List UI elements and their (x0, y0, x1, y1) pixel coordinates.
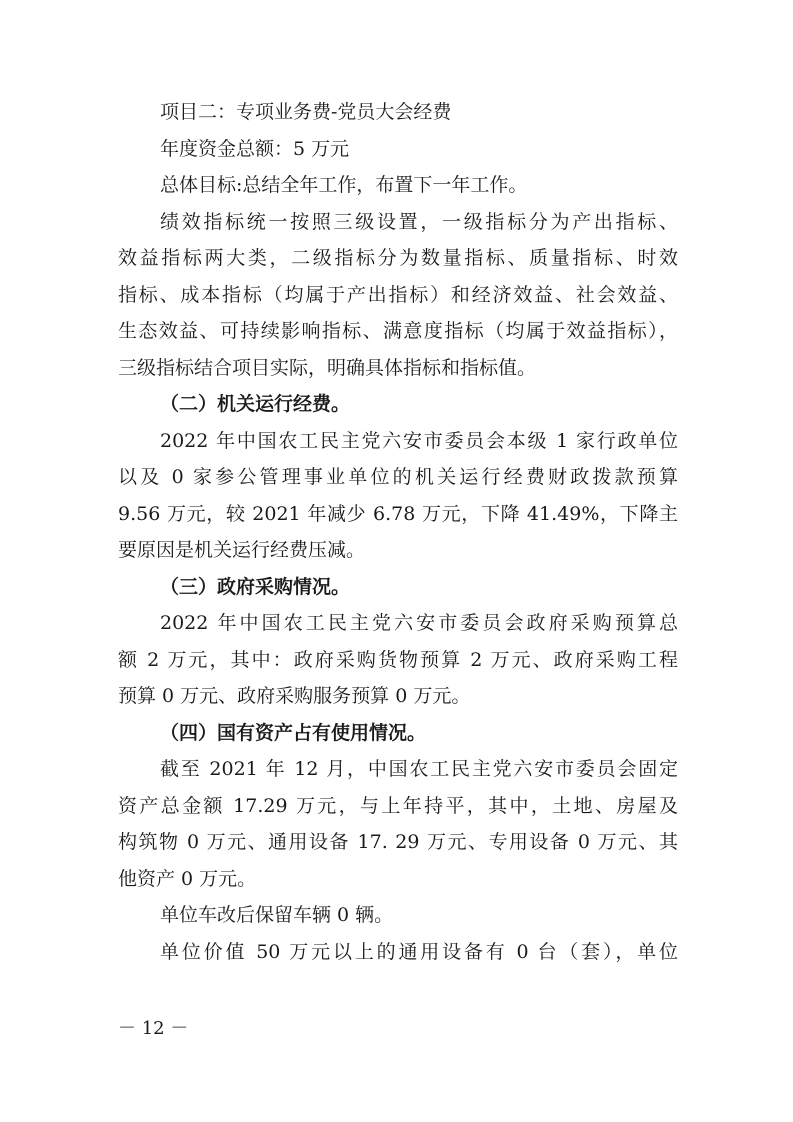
section-4-line-3: 构筑物 0 万元、通用设备 17. 29 万元、专用设备 0 万元、其 (118, 831, 678, 853)
indicators-line-3: 指标、成本指标（均属于产出指标）和经济效益、社会效益、 (118, 283, 678, 306)
indicators-line-2: 效益指标两大类，二级指标分为数量指标、质量指标、时效 (118, 247, 678, 269)
section-2-line-2: 以及 0 家参公管理事业单位的机关运行经费财政拨款预算 (118, 466, 678, 488)
section-2-line-4: 要原因是机关运行经费压减。 (118, 539, 366, 561)
section-3-line-3: 预算 0 万元、政府采购服务预算 0 万元。 (118, 685, 471, 707)
section-3-line-2: 额 2 万元，其中：政府采购货物预算 2 万元、政府采购工程 (118, 648, 678, 671)
indicators-line-5: 三级指标结合项目实际，明确具体指标和指标值。 (118, 356, 537, 379)
indicators-line-1: 绩效指标统一按照三级设置，一级指标分为产出指标、 (160, 210, 678, 233)
equipment-line: 单位价值 50 万元以上的通用设备有 0 台（套），单位 (160, 940, 678, 963)
section-3-heading: （三）政府采购情况。 (160, 575, 351, 598)
project-title: 项目二：专项业务费-党员大会经费 (160, 101, 452, 123)
indicators-line-4: 生态效益、可持续影响指标、满意度指标（均属于效益指标）， (118, 320, 678, 342)
section-2-line-1: 2022 年中国农工民主党六安市委员会本级 1 家行政单位 (160, 429, 678, 452)
section-4-line-1: 截至 2021 年 12 月，中国农工民主党六安市委员会固定 (160, 758, 678, 780)
section-3-line-1: 2022 年中国农工民主党六安市委员会政府采购预算总 (160, 612, 678, 634)
overall-goal: 总体目标:总结全年工作，布置下一年工作。 (160, 174, 528, 196)
section-4-line-4: 他资产 0 万元。 (118, 867, 257, 890)
vehicles-line: 单位车改后保留车辆 0 辆。 (160, 904, 394, 926)
section-4-line-2: 资产总金额 17.29 万元，与上年持平，其中，土地、房屋及 (118, 794, 678, 817)
page-number: － 12 － (118, 1018, 189, 1039)
section-2-heading: （二）机关运行经费。 (160, 393, 351, 415)
section-4-heading: （四）国有资产占有使用情况。 (160, 721, 427, 744)
section-2-line-3: 9.56 万元，较 2021 年减少 6.78 万元，下降 41.49%，下降主 (118, 502, 678, 525)
annual-funds: 年度资金总额：5 万元 (160, 137, 350, 160)
document-body (118, 94, 678, 970)
